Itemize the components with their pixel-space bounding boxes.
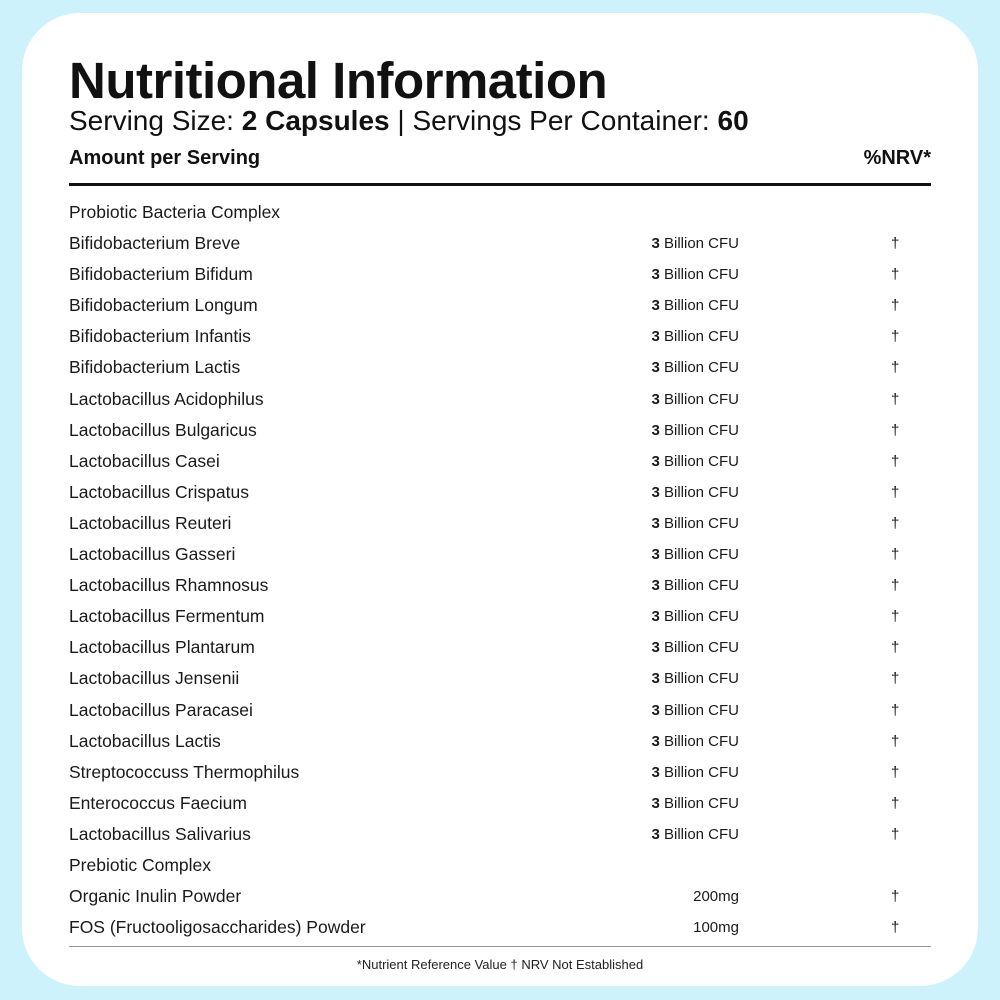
nrv-dagger: † <box>891 266 900 284</box>
table-row <box>69 631 931 662</box>
amount-number: 3 <box>651 825 660 843</box>
nutrient-name: Lactobacillus Plantarum <box>69 637 255 658</box>
nutrient-amount <box>651 670 739 687</box>
nrv-header: %NRV* <box>863 147 931 169</box>
nrv-dagger: † <box>891 825 900 843</box>
amount-unit: Billion CFU <box>663 608 739 626</box>
serving-info <box>69 105 749 137</box>
table-row <box>69 445 931 476</box>
nutrient-name: Streptococcuss Thermophilus <box>69 761 300 782</box>
amount-unit: Billion CFU <box>663 546 739 564</box>
nutrient-amount <box>651 515 739 532</box>
amount-number: 3 <box>651 483 660 501</box>
nrv-dagger: † <box>891 794 900 812</box>
amount-number: 3 <box>651 359 660 377</box>
amount-unit: 100mg <box>693 919 739 937</box>
amount-number: 3 <box>651 328 660 346</box>
table-row <box>69 538 931 569</box>
nutrient-amount <box>651 422 739 439</box>
amount-unit: Billion CFU <box>663 359 739 377</box>
nrv-dagger: † <box>891 888 900 906</box>
nutrient-amount <box>651 826 739 843</box>
table-row <box>69 196 931 227</box>
nrv-dagger: † <box>891 390 900 408</box>
nrv-dagger: † <box>891 483 900 501</box>
amount-unit: Billion CFU <box>663 421 739 439</box>
nutrient-name: Lactobacillus Acidophilus <box>69 388 264 409</box>
table-row <box>69 414 931 445</box>
amount-number: 3 <box>651 297 660 315</box>
amount-number: 3 <box>651 235 660 253</box>
amount-unit: Billion CFU <box>663 328 739 346</box>
nrv-dagger: † <box>891 328 900 346</box>
nutrient-amount <box>651 266 739 283</box>
table-row <box>69 756 931 787</box>
amount-number: 3 <box>651 732 660 750</box>
serving-size-value: 2 Capsules <box>241 105 390 136</box>
amount-number: 3 <box>651 546 660 564</box>
nutrient-amount <box>651 328 739 345</box>
amount-number: 3 <box>651 608 660 626</box>
nrv-dagger: † <box>891 763 900 781</box>
nrv-dagger: † <box>891 670 900 688</box>
servings-per-container-label: Servings Per Container: <box>412 105 710 136</box>
nutrient-name: Lactobacillus Paracasei <box>69 699 253 720</box>
nutrient-name: Lactobacillus Rhamnosus <box>69 575 269 596</box>
nutrient-name: Lactobacillus Crispatus <box>69 481 249 502</box>
nrv-dagger: † <box>891 452 900 470</box>
nutrient-amount <box>651 546 739 563</box>
nutrient-amount <box>651 391 739 408</box>
table-row <box>69 320 931 351</box>
nutrient-name: Bifidobacterium Breve <box>69 233 241 254</box>
header-divider <box>69 183 931 186</box>
nrv-dagger: † <box>891 359 900 377</box>
table-row <box>69 880 931 911</box>
table-row <box>69 569 931 600</box>
nutrient-amount <box>651 733 739 750</box>
table-row <box>69 662 931 693</box>
nrv-dagger: † <box>891 546 900 564</box>
nrv-dagger: † <box>891 608 900 626</box>
nrv-dagger: † <box>891 235 900 253</box>
amount-number: 3 <box>651 639 660 657</box>
footer-divider <box>69 946 931 947</box>
table-row <box>69 818 931 849</box>
nutrient-name: Prebiotic Complex <box>69 854 211 875</box>
amount-unit: Billion CFU <box>663 483 739 501</box>
amount-unit: Billion CFU <box>663 452 739 470</box>
amount-number: 3 <box>651 670 660 688</box>
nutrient-table <box>69 196 931 942</box>
amount-number: 3 <box>651 701 660 719</box>
amount-number: 3 <box>651 266 660 284</box>
table-row <box>69 849 931 880</box>
amount-number: 3 <box>651 421 660 439</box>
nutrient-name: Enterococcus Faecium <box>69 792 247 813</box>
amount-unit: Billion CFU <box>663 794 739 812</box>
nutrient-name: Lactobacillus Salivarius <box>69 823 251 844</box>
amount-unit: Billion CFU <box>663 266 739 284</box>
table-row <box>69 600 931 631</box>
nutrient-name: Organic Inulin Powder <box>69 886 242 907</box>
nutrient-amount <box>651 608 739 625</box>
nutrient-name: Lactobacillus Fermentum <box>69 606 265 627</box>
amount-unit: 200mg <box>693 888 739 906</box>
footnote: *Nutrient Reference Value † NRV Not Established <box>356 957 644 972</box>
table-row <box>69 383 931 414</box>
nutrient-amount <box>651 702 739 719</box>
table-row <box>69 351 931 382</box>
serving-size-label: Serving Size: <box>69 105 234 136</box>
amount-unit: Billion CFU <box>663 639 739 657</box>
table-row <box>69 258 931 289</box>
nrv-dagger: † <box>891 421 900 439</box>
nutrient-amount <box>651 577 739 594</box>
table-row <box>69 725 931 756</box>
nutrient-amount <box>651 639 739 656</box>
nutrient-name: FOS (Fructooligosaccharides) Powder <box>69 917 366 938</box>
amount-per-serving-header: Amount per Serving <box>69 147 261 169</box>
nrv-dagger: † <box>891 639 900 657</box>
nutrient-name: Lactobacillus Gasseri <box>69 544 236 565</box>
table-row <box>69 787 931 818</box>
table-row <box>69 507 931 538</box>
amount-number: 3 <box>651 452 660 470</box>
nutrient-name: Bifidobacterium Lactis <box>69 357 241 378</box>
nutrient-name: Bifidobacterium Infantis <box>69 326 251 347</box>
amount-unit: Billion CFU <box>663 235 739 253</box>
amount-number: 3 <box>651 794 660 812</box>
amount-number: 3 <box>651 763 660 781</box>
nutrient-amount <box>651 297 739 314</box>
nutrition-card <box>22 13 978 986</box>
table-row <box>69 476 931 507</box>
amount-unit: Billion CFU <box>663 763 739 781</box>
nutrient-amount <box>693 919 739 936</box>
nrv-dagger: † <box>891 701 900 719</box>
nutrient-name: Lactobacillus Jensenii <box>69 668 240 689</box>
nutrient-amount <box>693 888 739 905</box>
amount-number: 3 <box>651 514 660 532</box>
amount-unit: Billion CFU <box>663 577 739 595</box>
nutrient-name: Lactobacillus Reuteri <box>69 512 232 533</box>
amount-unit: Billion CFU <box>663 390 739 408</box>
table-row <box>69 911 931 942</box>
nutrient-name: Probiotic Bacteria Complex <box>69 202 281 222</box>
amount-unit: Billion CFU <box>663 732 739 750</box>
nutrient-amount <box>651 764 739 781</box>
table-row <box>69 289 931 320</box>
table-row <box>69 694 931 725</box>
nutrient-name: Bifidobacterium Longum <box>69 295 258 316</box>
nutrient-name: Bifidobacterium Bifidum <box>69 264 253 285</box>
servings-per-container-value: 60 <box>717 105 749 136</box>
nrv-dagger: † <box>891 514 900 532</box>
nrv-dagger: † <box>891 577 900 595</box>
nutrient-amount <box>651 235 739 252</box>
nutrient-amount <box>651 795 739 812</box>
nutrient-amount <box>651 359 739 376</box>
amount-unit: Billion CFU <box>663 297 739 315</box>
nutrient-amount <box>651 453 739 470</box>
nutrient-name: Lactobacillus Bulgaricus <box>69 419 257 440</box>
table-row <box>69 227 931 258</box>
serving-separator: | <box>397 105 405 136</box>
amount-unit: Billion CFU <box>663 825 739 843</box>
nutrient-name: Lactobacillus Casei <box>69 450 220 471</box>
amount-number: 3 <box>651 577 660 595</box>
amount-unit: Billion CFU <box>663 514 739 532</box>
page-title: Nutritional Information <box>69 52 608 109</box>
amount-unit: Billion CFU <box>663 701 739 719</box>
nutrient-amount <box>651 484 739 501</box>
amount-unit: Billion CFU <box>663 670 739 688</box>
nrv-dagger: † <box>891 919 900 937</box>
nrv-dagger: † <box>891 297 900 315</box>
nrv-dagger: † <box>891 732 900 750</box>
amount-number: 3 <box>651 390 660 408</box>
nutrient-name: Lactobacillus Lactis <box>69 730 221 751</box>
